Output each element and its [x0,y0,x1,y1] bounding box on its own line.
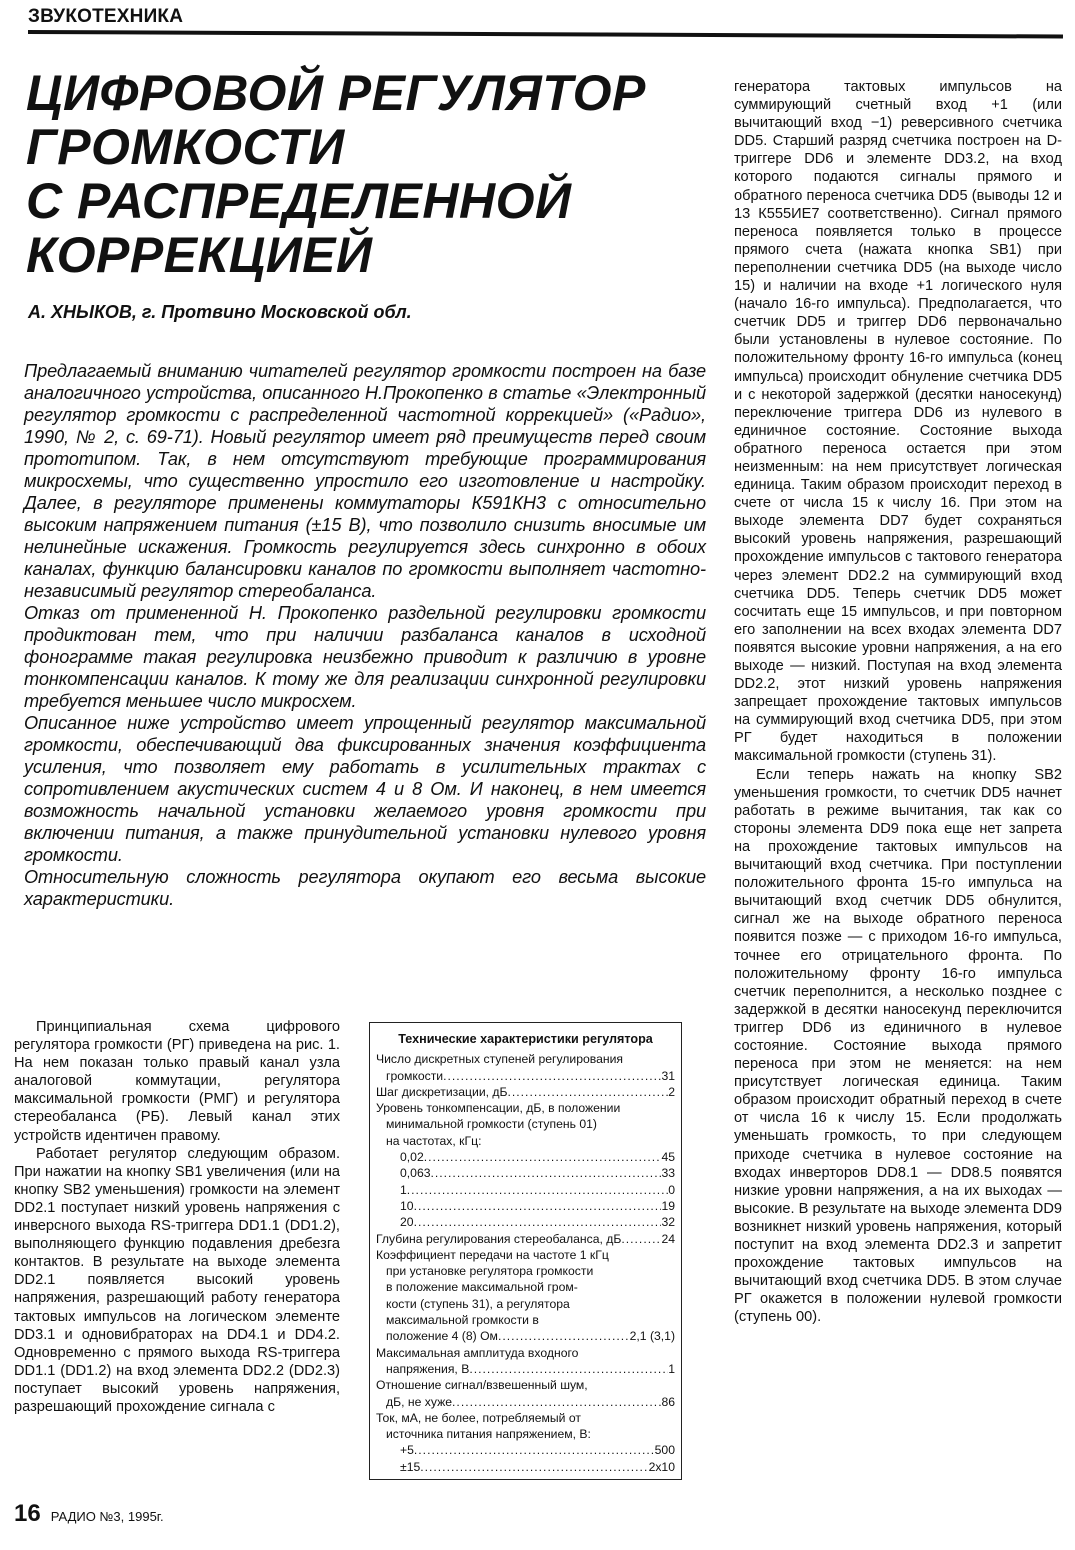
title-line: ГРОМКОСТИ [26,119,345,175]
spec-label-line: минимальной громкости (ступень 01) [386,1117,597,1132]
spec-item [376,1377,675,1410]
dot-leader [414,1442,655,1458]
spec-row [376,1328,675,1344]
lead-paragraph: Относительную сложность регулятора окупают его весьма высокие характеристики. [24,867,706,909]
spec-item [376,1442,675,1458]
title-line: ЦИФРОВОЙ РЕГУЛЯТОР [26,65,646,121]
spec-label-line: максимальной громкости в [386,1313,539,1328]
article-title [26,66,716,282]
spec-value: 31 [661,1068,675,1083]
spec-label: +5 [400,1443,414,1458]
spec-label: Глубина регулирования стереобаланса, дБ [376,1231,622,1246]
title-line: С РАСПРЕДЕЛЕННОЙ [26,173,572,229]
spec-label: 0,063 [400,1166,431,1181]
spec-value: 33 [661,1166,675,1181]
lead-paragraph: Отказ от примененной Н. Прокопенко раздельной регулировки громкости продиктован тем, что при наличии разбаланса каналов в исходной фонограмме такая регулировка неизбежно приводит к различию в уровне тонкомпенсации каналов. К тому же для реализации синхронной регулировки требуется меньшее число микросхем. [24,603,706,711]
spec-label-line: Отношение сигнал/взвешенный шум, [376,1378,588,1393]
spec-value: 1 [668,1361,675,1376]
body-paragraph: генератора тактовых импульсов на суммирующий счетный вход +1 (или вычитающий вход −1) реверсивного счетчика DD5. Старший разряд счетчика построен на D-триггере DD6 и элементе DD3.2, на вход которого подаются сигналы прямого и обратного переноса счетчика DD5 (выводы 12 и 13 К555ИЕ7 соответственно). Сигнал прямого переноса появляется только в процессе прямого счета (нажата кнопка SB1) при переполнении счетчика DD5 (на выходе число 15) и наличии на входе +1 логического нуля (начало 16-го импульса). Предполагается, что счетчик DD5 и триггер DD6 первоначально были установлены в нулевое состояние. По положительному фронту 16-го импульса (конец импульса) происходит обнуление счетчика DD5 и с некоторой задержкой (десятки наносекунд) переключение триггера DD6 из нулевого в единичное состояние. Состояние выхода обратного переноса остается при этом неизменным: на нем присутствует логическая единица. Таким образом происходит переход в счете от числа 15 к числу 16. При этом на выходе элемента DD7 будет сохраняться высокий уровень напряжения, разрешающий прохождение импульсов с тактового генератора через элемент DD2.2 на суммирующий вход счетчика DD5. Теперь счетчик DD5 может сосчитать еще 15 импульсов, и при повторном его заполнении на всех входах элемента DD7 появятся высокие уровни напряжения, а на его выходе — низкий. Поступая на вход элемента DD2.2, этот низкий уровень напряжения запрещает прохождение тактовых импульсов на суммирующий вход счетчика DD5, при этом РГ будет находиться в положении максимальной громкости (ступень 31). [734,79,1062,765]
body-paragraph: Принципиальная схема цифрового регулятора громкости (РГ) приведена на рис. 1. На нем показан только правый канал узла аналоговой коммутации, регулятора максимальной громкости (РМГ) и регулятора стереобаланса (РБ). Левый канал этих устройств идентичен правому. [14,1019,340,1144]
lead-paragraph: Предлагаемый вниманию читателей регулятор громкости построен на базе аналогичного устройства, описанного Н.Прокопенко в статье «Электронный регулятор громкости с распределенной частотной коррекцией» («Радио», 1990, № 2, с. 69-71). Новый регулятор имеет ряд преимуществ перед своим прототипом. Так, в нем отсутствуют требующие программирования микросхемы, что существенно упростило его изготовление и настройку. Далее, в регуляторе применены коммутаторы К591КН3 с относительно высоким напряжением питания (±15 В), что позволило снизить вносимые им нелинейные искажения. Громкость регулируется здесь синхронно в обоих каналах, функцию балансировки каналов по громкости выполняет частотно-независимый регулятор стереобаланса. [24,361,706,601]
spec-row [376,1149,675,1165]
spec-value: 0 [668,1182,675,1197]
spec-value: 45 [661,1150,675,1165]
spec-row [376,1231,675,1247]
dot-leader [420,1459,648,1475]
issue-label: РАДИО №3, 1995г. [50,1509,164,1524]
spec-value: 32 [661,1215,675,1230]
dot-leader [414,1214,662,1230]
spec-label-line: Число дискретных ступеней регулирования [376,1052,624,1067]
spec-item [376,1165,675,1181]
spec-item [376,1198,675,1214]
page-footer [14,1500,164,1528]
spec-label-line: источника питания напряжением, В: [386,1427,591,1442]
header-rule [28,30,1063,39]
spec-value: 24 [661,1231,675,1246]
spec-row [376,1214,675,1230]
dot-leader [431,1165,662,1181]
lead-text [24,360,706,910]
spec-label: напряжения, В [386,1361,470,1376]
spec-row [376,1361,675,1377]
spec-label-line: Ток, мА, не более, потребляемый от [376,1410,581,1425]
spec-value: 2x10 [648,1459,675,1474]
specs-box [369,1022,682,1480]
spec-label: Шаг дискретизации, дБ [376,1084,508,1099]
spec-item [376,1051,675,1084]
spec-label-line: на частотах, кГц: [386,1133,482,1148]
spec-label: 1 [400,1182,407,1197]
spec-item [376,1247,675,1345]
dot-leader [407,1182,668,1198]
spec-item [376,1410,675,1443]
spec-item [376,1214,675,1230]
spec-label: дБ, не хуже [386,1394,453,1409]
spec-item [376,1231,675,1247]
spec-value: 2 [668,1084,675,1099]
spec-label-line: при установке регулятора громкости [386,1264,594,1279]
body-column-right [734,78,1062,1326]
spec-label-line: Максимальная амплитуда входного [376,1345,579,1360]
spec-label: положение 4 (8) Ом [386,1329,498,1344]
spec-value: 19 [661,1198,675,1213]
spec-label-line: кости (ступень 31), а регулятора [386,1296,570,1311]
spec-value: 500 [654,1443,675,1458]
title-line: КОРРЕКЦИЕЙ [26,227,373,283]
lead-paragraph: Описанное ниже устройство имеет упрощенный регулятор максимальной громкости, обеспечивающий два фиксированных значения коэффициента усиления, что позволяет ему работать в усилительных трактах с сопротивлением акустических систем 4 и 8 Ом. И наконец, в нем имеется возможность начальной установки желаемого уровня громкости при включении питания, а также принудительной установки нулевого уровня громкости. [24,713,706,865]
spec-value: 86 [661,1394,675,1409]
specs-list [376,1051,675,1475]
spec-item [376,1345,675,1378]
spec-item [376,1084,675,1100]
dot-leader [469,1361,668,1377]
spec-row [376,1084,675,1100]
spec-row [376,1459,675,1475]
dot-leader [621,1231,661,1247]
dot-leader [414,1198,662,1214]
spec-item [376,1149,675,1165]
dot-leader [498,1328,630,1344]
byline: А. ХНЫКОВ, г. Протвино Московской обл. [28,302,412,322]
spec-label: 20 [400,1215,414,1230]
spec-item [376,1182,675,1198]
spec-row [376,1198,675,1214]
specs-title: Технические характеристики регулятора [398,1032,653,1046]
dot-leader [443,1068,661,1084]
dot-leader [424,1149,662,1165]
spec-label: 0,02 [400,1150,424,1165]
spec-label-line: в положение максимальной гром- [386,1280,578,1295]
spec-value: 2,1 (3,1) [629,1329,675,1344]
spec-label-line: Уровень тонкомпенсации, дБ, в положении [376,1101,621,1116]
spec-row [376,1182,675,1198]
spec-label: 10 [400,1198,414,1213]
spec-label: громкости [386,1068,444,1083]
spec-row [376,1068,675,1084]
section-label: ЗВУКОТЕХНИКА [28,6,184,27]
spec-item [376,1459,675,1475]
dot-leader [452,1394,661,1410]
spec-item [376,1100,675,1149]
body-paragraph: Если теперь нажать на кнопку SB2 уменьшения громкости, то счетчик DD5 начнет работать в режиме вычитания, так как со стороны элемента DD9 пока еще нет запрета на прохождение тактовых импульсов на вычитающий вход счетчика. При поступлении положительного фронта 15-го импульса на вычитающий вход счетчик DD5 обнулится, сигнал же на выходе обратного переноса появится позже — с приходом 16-го импульса, точнее его отрицательного фронта. По положительному фронту 16-го импульса счетчик переполнится, а несколько позднее с задержкой в десятки наносекунд переключится триггер DD6 из единичного в нулевое состояние. Состояние выхода прямого переноса при этом не меняется: на нем присутствует логическая единица. Таким образом происходит обратный переход в счете от числа 16 к числу 15. Если продолжать уменьшать громкость, то при следующем приходе счетчика в нулевое состояние на входах инверторов DD8.1 — DD8.5 появятся низкие уровни напряжения, а на их выходах — высокие. В результате на выходе элемента DD9 возникнет низкий уровень напряжения, который поступит на вход элемента DD2.3 и запретит прохождение тактовых импульсов на вычитающий вход счетчика DD5. В этом случае РГ окажется в положении нулевой громкости (ступень 00). [734,766,1062,1326]
page-number: 16 [14,1500,41,1527]
spec-label-line: Коэффициент передачи на частоте 1 кГц [376,1247,609,1262]
spec-row [376,1394,675,1410]
spec-row [376,1442,675,1458]
spec-label: ±15 [400,1459,421,1474]
dot-leader [508,1084,669,1100]
spec-row [376,1165,675,1181]
body-paragraph: Работает регулятор следующим образом. При нажатии на кнопку SB1 увеличения (или на кнопку SB2 уменьшения) громкости на элемент DD2.1 поступает низкий уровень напряжения с инверсного выхода RS-триггера DD1.1 (DD1.2), выполняющего функцию подавления дребезга контактов. В результате на выходе элемента DD2.1 появляется высокий уровень напряжения, разрешающий работу генератора тактовых импульсов на логическом элементе DD3.1 и одновибраторах на DD4.1 и DD4.2. Одновременно с прямого выхода RS-триггера DD1.1 (DD1.2) на вход элемента DD2.2 (DD2.3) поступает высокий уровень напряжения, разрешающий прохождение сигнала с [14,1145,340,1415]
body-column-left [14,1018,340,1416]
